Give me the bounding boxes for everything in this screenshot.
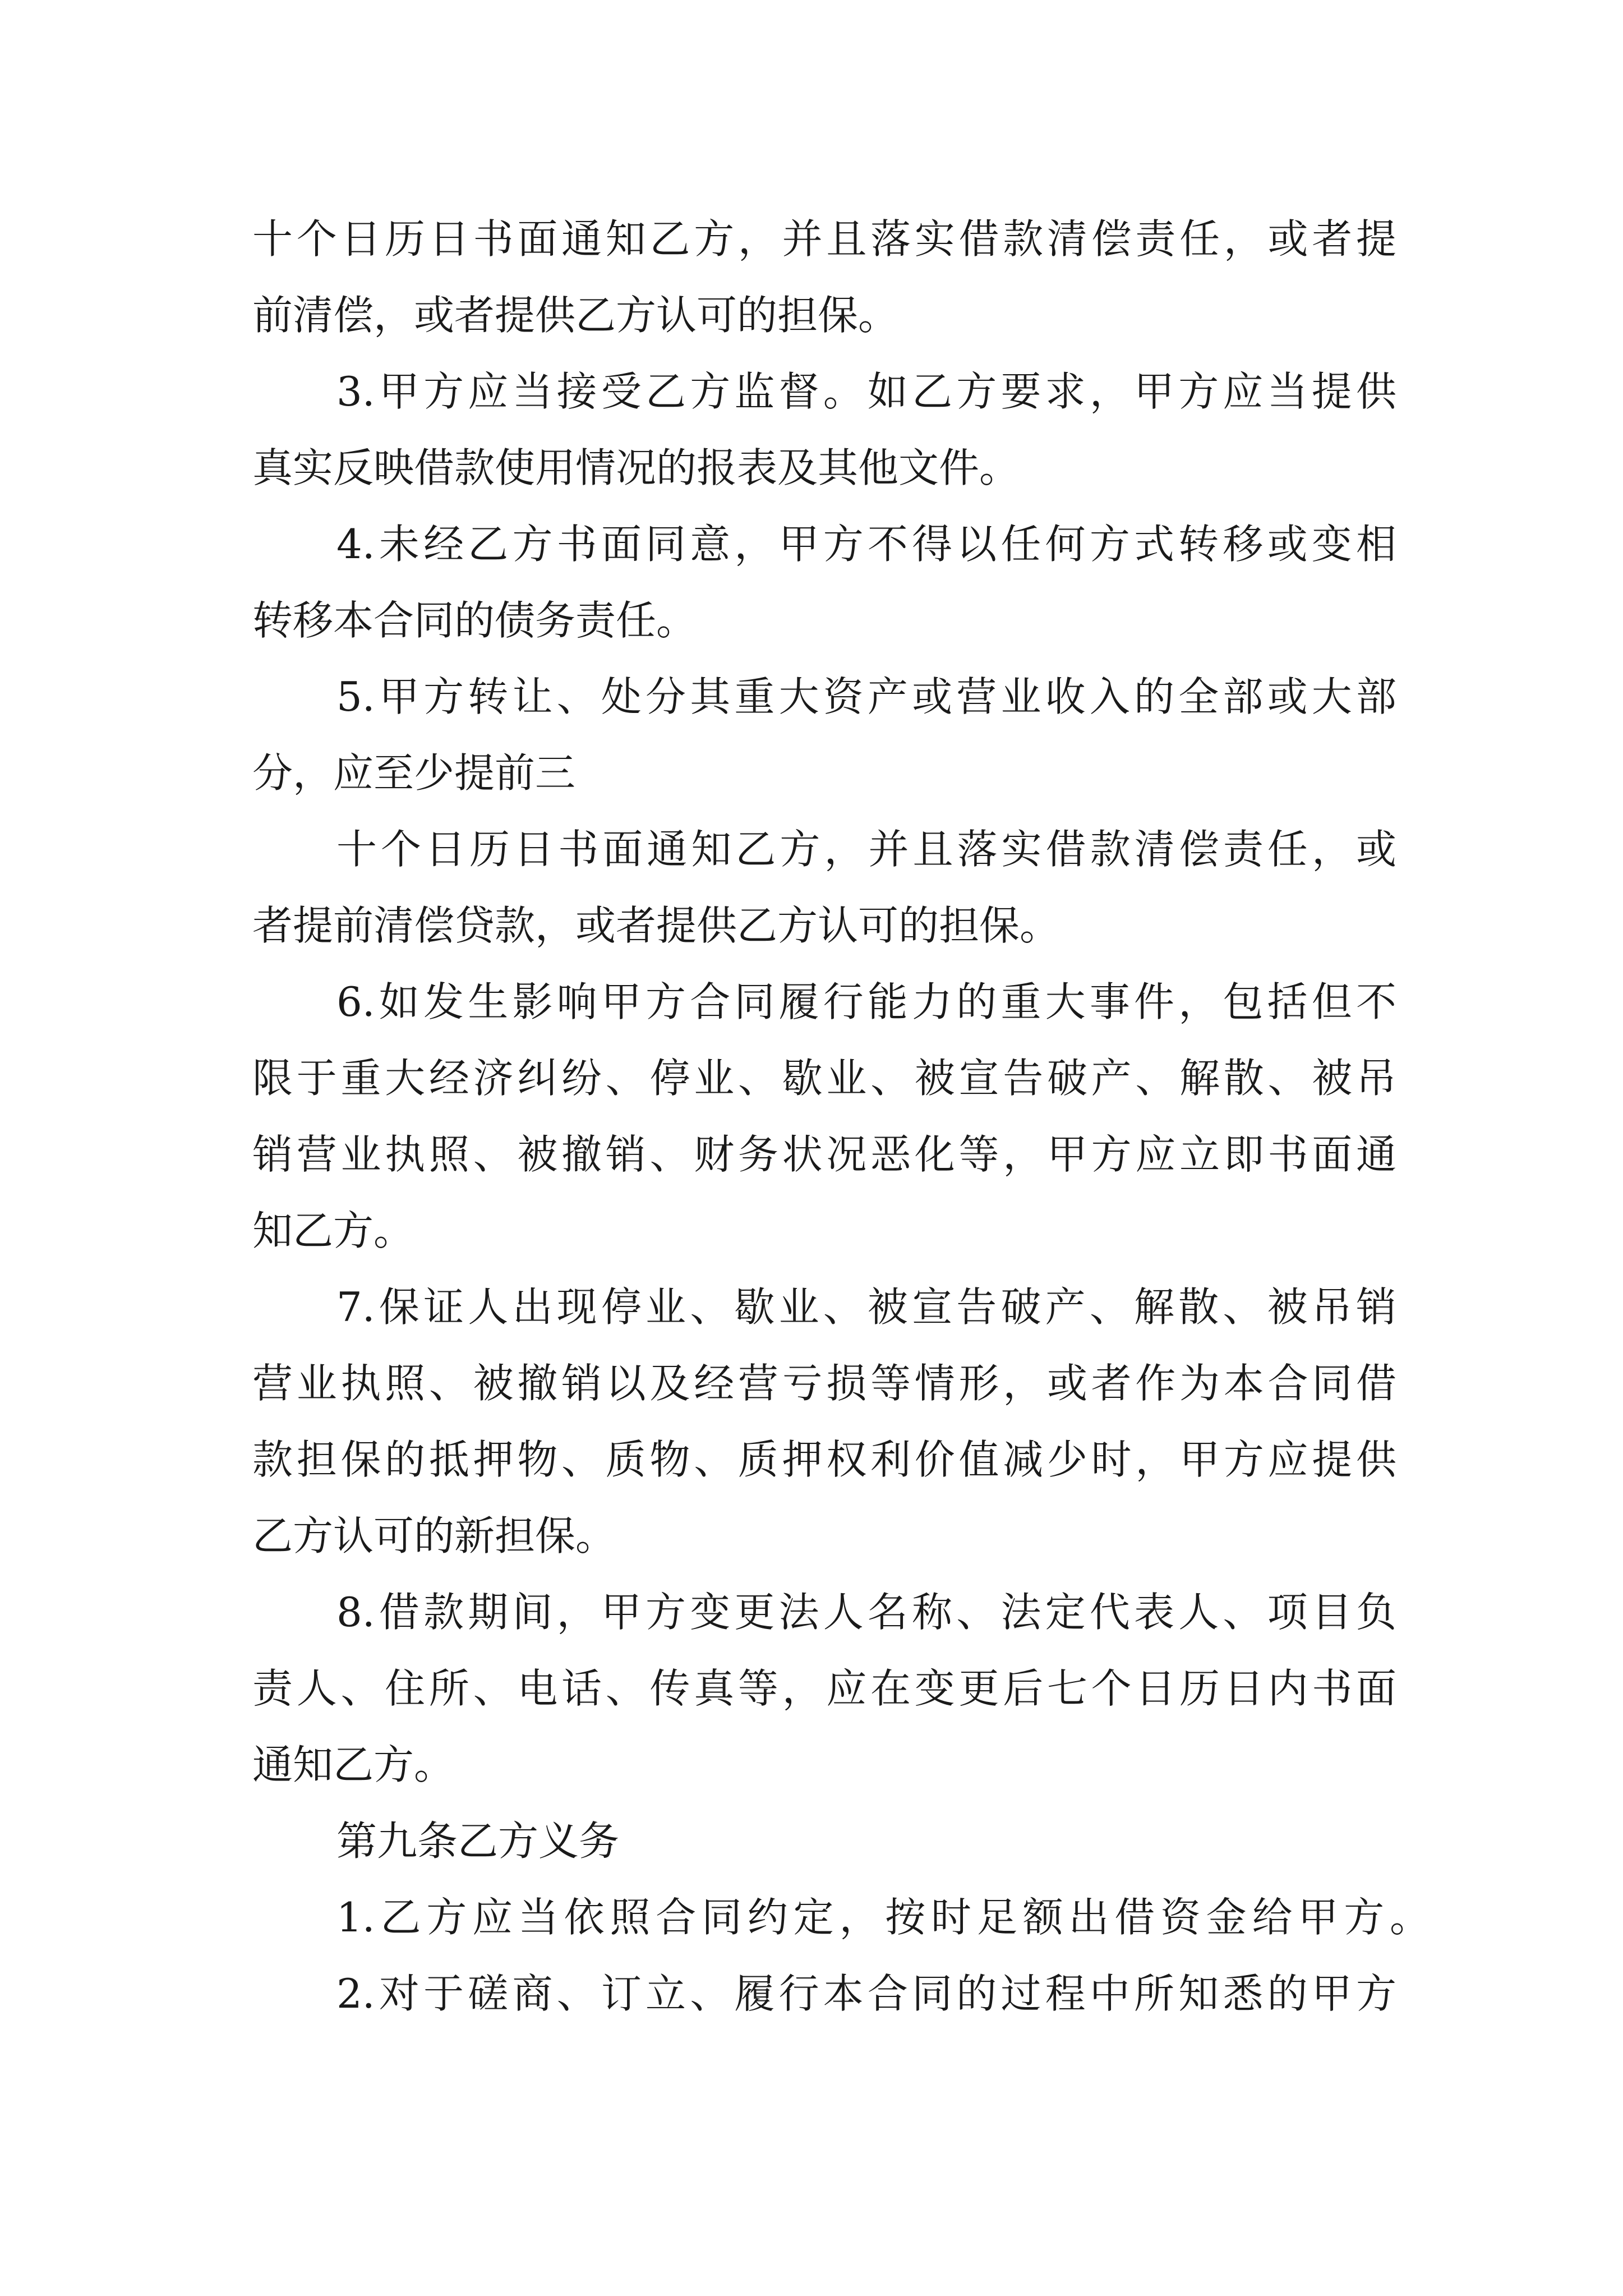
text-line: 4.未经乙方书面同意，甲方不得以任何方式转移或变相 <box>336 521 1396 568</box>
text-line: 2.对于磋商、订立、履行本合同的过程中所知悉的甲方 <box>336 1970 1396 2017</box>
text-line: 责人、住所、电话、传真等，应在变更后七个日历日内书面 <box>252 1665 1396 1712</box>
text-line: 销营业执照、被撤销、财务状况恶化等，甲方应立即书面通 <box>252 1131 1396 1178</box>
text-line: 6.如发生影响甲方合同履行能力的重大事件，包括但不 <box>336 978 1396 1025</box>
text-line: 乙方认可的新担保。 <box>252 1512 616 1559</box>
text-line: 营业执照、被撤销以及经营亏损等情形，或者作为本合同借 <box>252 1360 1396 1407</box>
text-line: 款担保的抵押物、质物、质押权利价值减少时，甲方应提供 <box>252 1436 1396 1483</box>
text-line: 通知乙方。 <box>252 1741 455 1788</box>
text-line: 5.甲方转让、处分其重大资产或营业收入的全部或大部 <box>336 673 1396 720</box>
text-line: 知乙方。 <box>252 1207 414 1254</box>
text-line: 真实反映借款使用情况的报表及其他文件。 <box>252 444 1020 491</box>
text-line: 8.借款期间，甲方变更法人名称、法定代表人、项目负 <box>336 1589 1396 1636</box>
text-line: 分，应至少提前三 <box>252 749 576 797</box>
text-line: 者提前清偿贷款，或者提供乙方认可的担保。 <box>252 902 1061 949</box>
text-line: 转移本合同的债务责任。 <box>252 597 697 644</box>
text-line: 前清偿，或者提供乙方认可的担保。 <box>252 292 899 339</box>
text-line: 7.保证人出现停业、歇业、被宣告破产、解散、被吊销 <box>336 1283 1396 1331</box>
section-heading: 第九条乙方义务 <box>336 1818 620 1865</box>
text-line: 十个日历日书面通知乙方，并且落实借款清偿责任，或 <box>336 826 1396 873</box>
text-line: 1.乙方应当依照合同约定，按时足额出借资金给甲方。 <box>336 1894 1430 1941</box>
text-line: 3.甲方应当接受乙方监督。如乙方要求，甲方应当提供 <box>336 368 1396 415</box>
text-line: 限于重大经济纠纷、停业、歇业、被宣告破产、解散、被吊 <box>252 1055 1396 1102</box>
text-line: 十个日历日书面通知乙方，并且落实借款清偿责任，或者提 <box>252 215 1396 263</box>
